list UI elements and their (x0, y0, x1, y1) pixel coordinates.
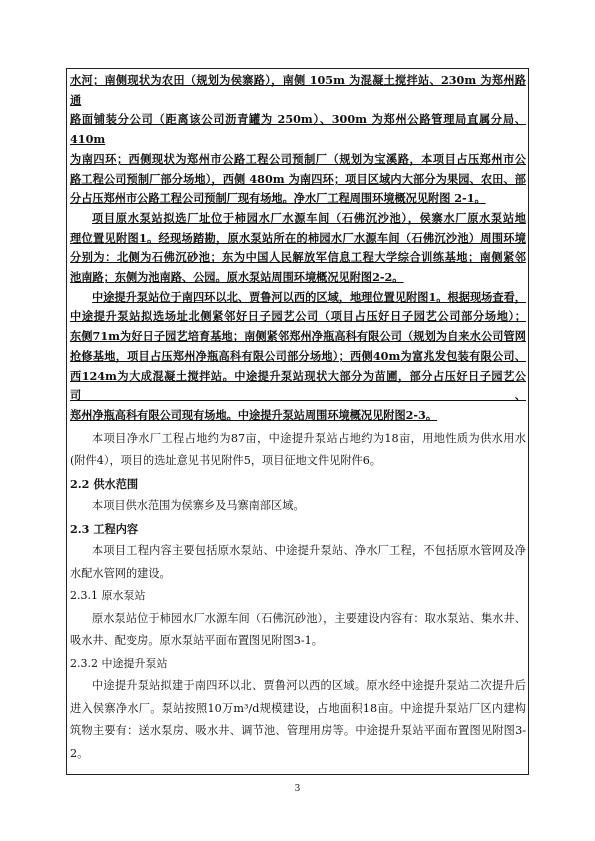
text-line: 理位置见附图1。经现场踏勘，原水泵站所在的柿园水厂水源车间（石佛沉沙池）周围环境 (70, 230, 526, 245)
text-line: 分别为：北侧为石佛沉砂池；东为中国人民解放军信息工程大学综合训练基地；南侧紧邻 (70, 250, 526, 265)
text-line: 路面铺装分公司（距离该公司沥青罐为 250m）、300m 为郑州公路管理局直属分局、410m (70, 112, 526, 147)
text-line: 东侧71m为好日子园艺培育基地；南侧紧邻郑州净瓶高科有限公司（规划为自来水公司管网 (70, 329, 526, 344)
text-line: 池南路；东侧为池南路、公园。原水泵站周围环境概况见附图2-2。 (70, 270, 404, 285)
text-line: 路工程公司预制厂部分场地），西侧 480m 为南四环；项目区域内大部分为果园、农田、部 (70, 171, 526, 186)
highlight-block-booster-pump (70, 288, 526, 426)
section-heading-2-3: 2.3 工程内容 (70, 521, 139, 536)
text-line: 为南四环；西侧现状为郑州市公路工程公司预制厂（规划为宝溪路，本项目占压郑州市公 (70, 151, 526, 166)
land-use-paragraph: 本项目净水厂工程占地约为87亩，中途提升泵站占地约为18亩，用地性质为供水用水(附件4），项目的选址意见书见附件5，项目征地文件见附件6。 (70, 431, 526, 468)
section-heading-2-3-2: 2.3.2 中途提升泵站 (70, 656, 168, 670)
text-line: 抢修基地，项目占压郑州净瓶高科有限公司部分场地）；西侧40m为富兆发包装有限公司、 (70, 348, 526, 363)
text-line: 中途提升泵站位于南四环以北、贾鲁河以西的区域，地理位置见附图1。根据现场查看， (92, 289, 526, 304)
section-heading-2-3-1: 2.3.1 原水泵站 (70, 589, 146, 603)
text-line: 水河；南侧现状为农田（规划为侯寨路），南侧 105m 为混凝土搅拌站、230m 为郑州路通 (70, 73, 526, 107)
highlight-block-raw-water-pump (70, 209, 526, 288)
text-line: 项目原水泵站拟选厂址位于柿园水厂水源车间（石佛沉沙池），侯寨水厂原水泵站地 (92, 210, 526, 225)
section-text-2-2: 本项目供水范围为侯寨乡及马寨南部区域。 (92, 499, 305, 513)
section-text-2-3-1: 原水泵站位于柿园水厂水源车间（石佛沉砂池），主要建设内容有：取水泵站、集水井、吸水井、配变房。原水泵站平面布置图见附图3-1。 (70, 611, 526, 648)
text-line: 中途提升泵站拟选场址北侧紧邻好日子园艺公司（项目占压好日子园艺公司部分场地）； (70, 309, 526, 324)
text-line: 西124m为大成混凝土搅拌站。中途提升泵站现状大部分为苗圃，部分占压好日子园艺公司、 (70, 368, 526, 403)
document-body (70, 71, 526, 765)
section-text-2-3-2: 中途提升泵站拟建于南四环以北、贾鲁河以西的区域。原水经中途提升泵站二次提升后进入侯寨净水厂。泵站按照10万m³/d规模建设，占地面积18亩。中途提升泵站厂区内建构筑物主要有：送水泵房、吸水井、调节池、管理用房等。中途提升泵站平面布置图见附图3-2。 (70, 679, 526, 760)
page-number: 3 (294, 784, 301, 794)
highlight-block-surroundings-plant (70, 71, 526, 209)
text-line: 分占压郑州市公路工程公司预制厂现有场地。净水厂工程周围环境概况见附图 2-1。 (70, 191, 486, 206)
section-text-2-3: 本项目工程内容主要包括原水泵站、中途提升泵站、净水厂工程，不包括原水管网及净水配水管网的建设。 (70, 544, 526, 580)
section-heading-2-2: 2.2 供水范围 (70, 476, 139, 491)
text-line: 郑州净瓶高科有限公司现有场地。中途提升泵站周围环境概况见附图2-3。 (70, 407, 438, 422)
